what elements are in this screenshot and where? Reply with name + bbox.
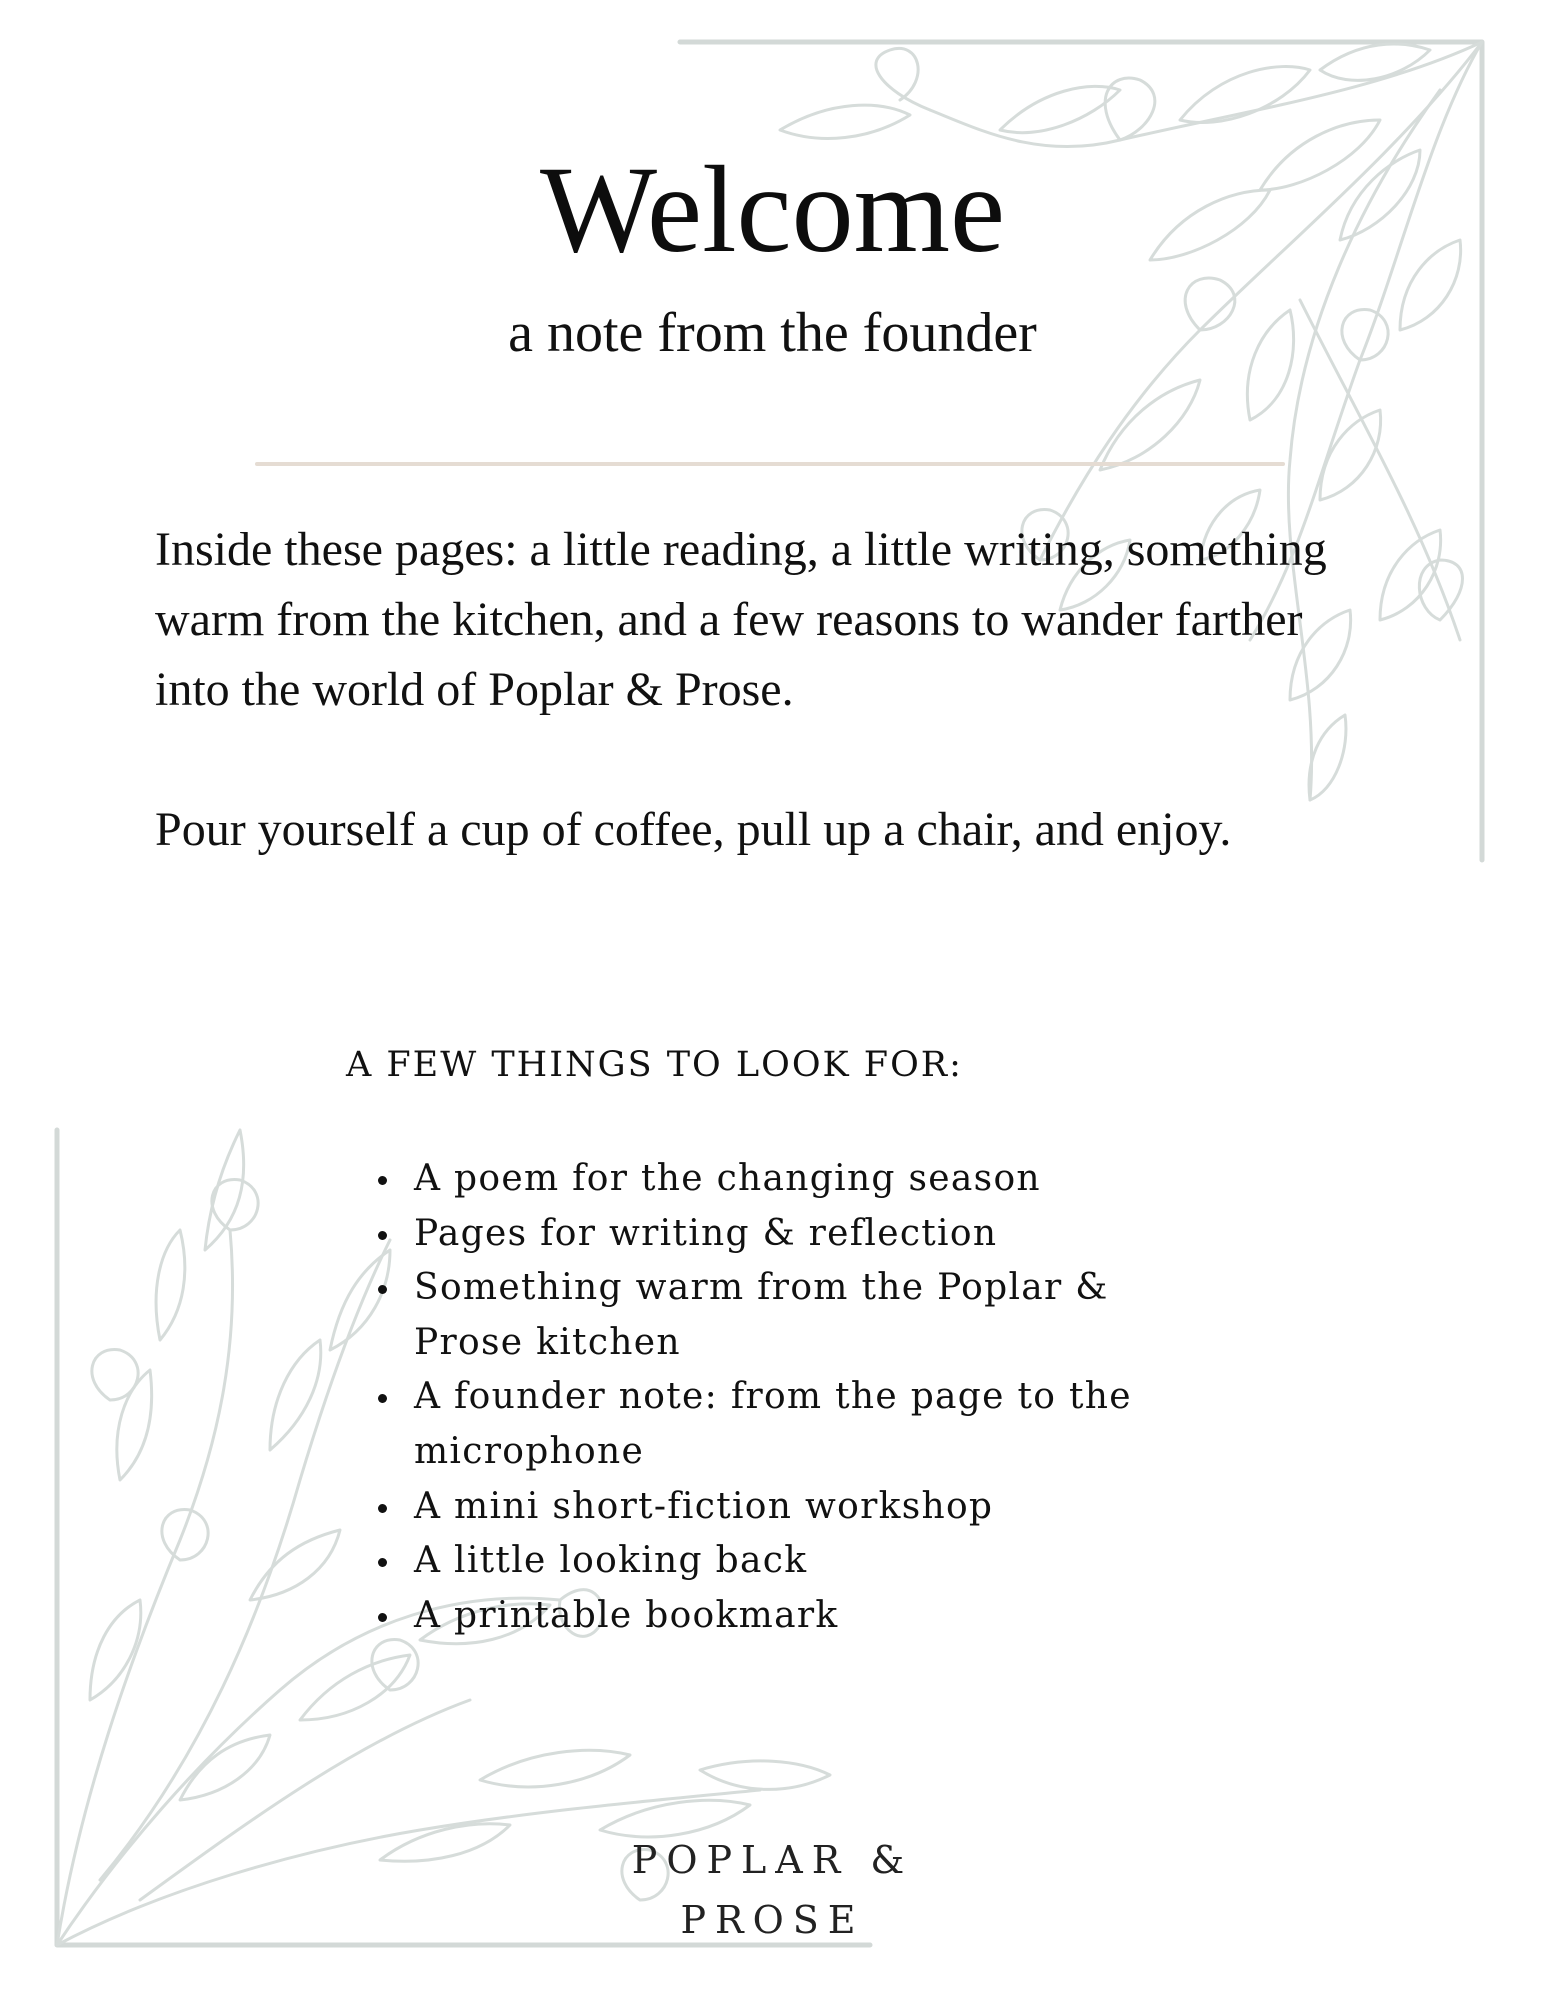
brand-line-1: POPLAR & [631, 1838, 914, 1882]
list-item: A poem for the changing season [346, 1152, 1146, 1207]
list-item: Something warm from the Poplar & Prose kitchen [346, 1261, 1146, 1370]
list-item: Pages for writing & reflection [346, 1207, 1146, 1262]
brand-wordmark [600, 1830, 945, 1950]
things-to-look-for-list [346, 1152, 1146, 1643]
list-item: A founder note: from the page to the microphone [346, 1370, 1146, 1479]
intro-paragraph: Inside these pages: a little reading, a little writing, something warm from the kitchen, and a few reasons to wander farther into the world of Poplar & Prose. [155, 523, 1327, 716]
list-item: A little looking back [346, 1534, 1146, 1589]
invitation-paragraph: Pour yourself a cup of coffee, pull up a chair, and enjoy. [155, 803, 1232, 856]
list-item: A mini short-fiction workshop [346, 1480, 1146, 1535]
page-subtitle: a note from the founder [508, 302, 1037, 364]
section-divider [255, 462, 1285, 466]
page-title: Welcome [539, 141, 1006, 278]
list-item: A printable bookmark [346, 1589, 1146, 1644]
list-heading: A FEW THINGS TO LOOK FOR: [346, 1045, 963, 1085]
brand-line-2: PROSE [680, 1898, 865, 1942]
